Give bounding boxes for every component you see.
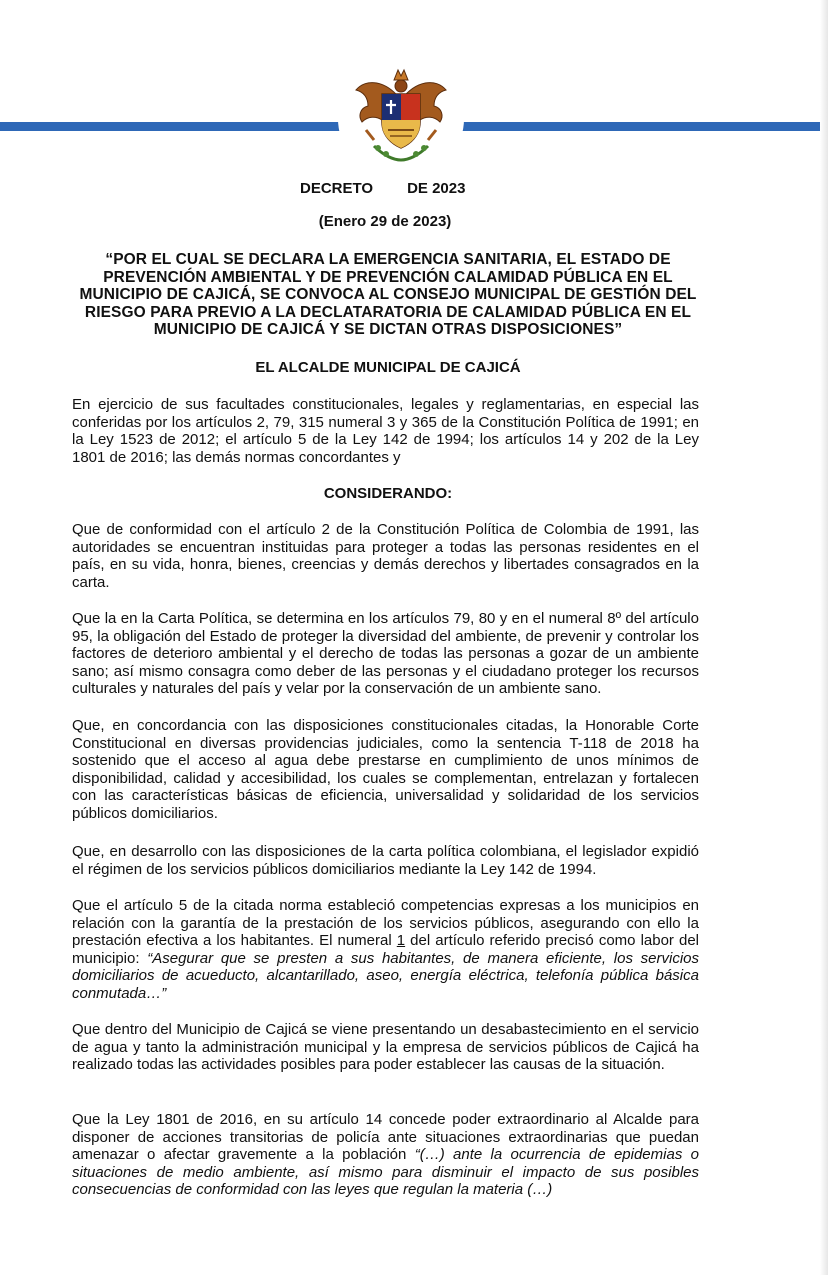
paragraph-5-text-a: Que el artículo 5 de la citada norma estableció competencias expresas a los municipios en relación con la garantía de la prestación de los servicios públicos, asegurando con ello la prestación efectiva a los habitantes. El numeral: [72, 897, 699, 950]
paragraph-5-text-b: del artículo referido precisó como labor del municipio:: [72, 932, 699, 967]
issuer-heading: EL ALCALDE MUNICIPAL DE CAJICÁ: [255, 359, 521, 376]
page-edge-shadow: [820, 0, 828, 1275]
consideration-paragraph-6: Que dentro del Municipio de Cajicá se viene presentando un desabastecimiento en el servicio de agua y tanto la administración municipal y la empresa de servicios públicos de Cajicá ha realizado todas las actividades posibles para poder establecer las causas de la situación.: [72, 1021, 699, 1074]
paragraph-7-quote: “(…) ante la ocurrencia de epidemias o situaciones de medio ambiente, así mismo para disminuir el impacto de sus posibles consecuencias de conformidad con las leyes que regulan la materia (…): [72, 1146, 699, 1199]
decree-number: [300, 180, 480, 197]
decree-number-prefix: DECRETO: [300, 180, 374, 197]
consideration-paragraph-2: Que la en la Carta Política, se determina en los artículos 79, 80 y en el numeral 8º del artículo 95, la obligación del Estado de proteger la diversidad del ambiente, de prevenir y controlar los factores de deterioro ambiental y el derecho de todas las personas a gozar de un ambiente sano; así mismo consagra como deber de las personas y el ciudadano proteger los recursos culturales y naturales del país y velar por la conservación de un ambiente sano.: [72, 610, 699, 698]
preamble-paragraph: En ejercicio de sus facultades constitucionales, legales y reglamentarias, en especial las conferidas por los artículos 2, 79, 315 numeral 3 y 365 de la Constitución Política de 1991; en la Ley 1523 de 2012; el artículo 5 de la Ley 142 de 1994; los artículos 14 y 202 de la Ley 1801 de 2016; las demás normas concordantes y: [72, 396, 699, 466]
paragraph-5-quote: “Asegurar que se presten a sus habitantes, de manera eficiente, los servicios domiciliarios de acueducto, alcantarillado, aseo, energía eléctrica, telefonía pública básica conmutada…”: [72, 949, 699, 1002]
municipal-coat-of-arms-icon: [338, 60, 464, 178]
decree-title: “POR EL CUAL SE DECLARA LA EMERGENCIA SANITARIA, EL ESTADO DE PREVENCIÓN AMBIENTAL Y DE PREVENCIÓN CALAMIDAD PÚBLICA EN EL MUNICIPIO DE CAJICÁ, SE CONVOCA AL CONSEJO MUNICIPAL DE GESTIÓN DEL RIESGO PARA PREVIO A LA DECLATARATORIA DE CALAMIDAD PÚBLICA EN EL MUNICIPIO DE CAJICÁ Y SE DICTAN OTRAS DISPOSICIONES”: [79, 251, 697, 338]
consideration-paragraph-4: Que, en desarrollo con las disposiciones de la carta política colombiana, el legislador expidió el régimen de los servicios públicos domiciliarios mediante la Ley 142 de 1994.: [72, 843, 699, 878]
considering-heading: CONSIDERANDO:: [323, 485, 453, 502]
consideration-paragraph-3: Que, en concordancia con las disposiciones constitucionales citadas, la Honorable Corte Constitucional en diversas providencias judiciales, como la sentencia T-118 de 2018 ha sostenido que el acceso al agua debe prestarse en cumplimiento de unos mínimos de disponibilidad, calidad y accesibilidad, los cuales se complementan, entrelazan y fortalecen con las características básicas de eficiencia, universalidad y solidaridad de los servicios públicos domiciliarios.: [72, 717, 699, 822]
decree-date: (Enero 29 de 2023): [318, 213, 452, 230]
consideration-paragraph-7: [72, 1111, 699, 1199]
paragraph-7-text: Que la Ley 1801 de 2016, en su artículo 14 concede poder extraordinario al Alcalde para disponer de acciones transitorias de policía ante situaciones extraordinarias que puedan amenazar o afectar gravemente a la población: [72, 1111, 699, 1164]
consideration-paragraph-1: Que de conformidad con el artículo 2 de la Constitución Política de Colombia de 1991, las autoridades se encuentran instituidas para proteger a todas las personas residentes en el país, en su vida, honra, bienes, creencias y demás derechos y libertades consagrados en la carta.: [72, 521, 699, 591]
decree-number-suffix: DE 2023: [407, 180, 466, 197]
consideration-paragraph-5: [72, 897, 699, 1003]
paragraph-5-numeral: 1: [396, 932, 406, 950]
